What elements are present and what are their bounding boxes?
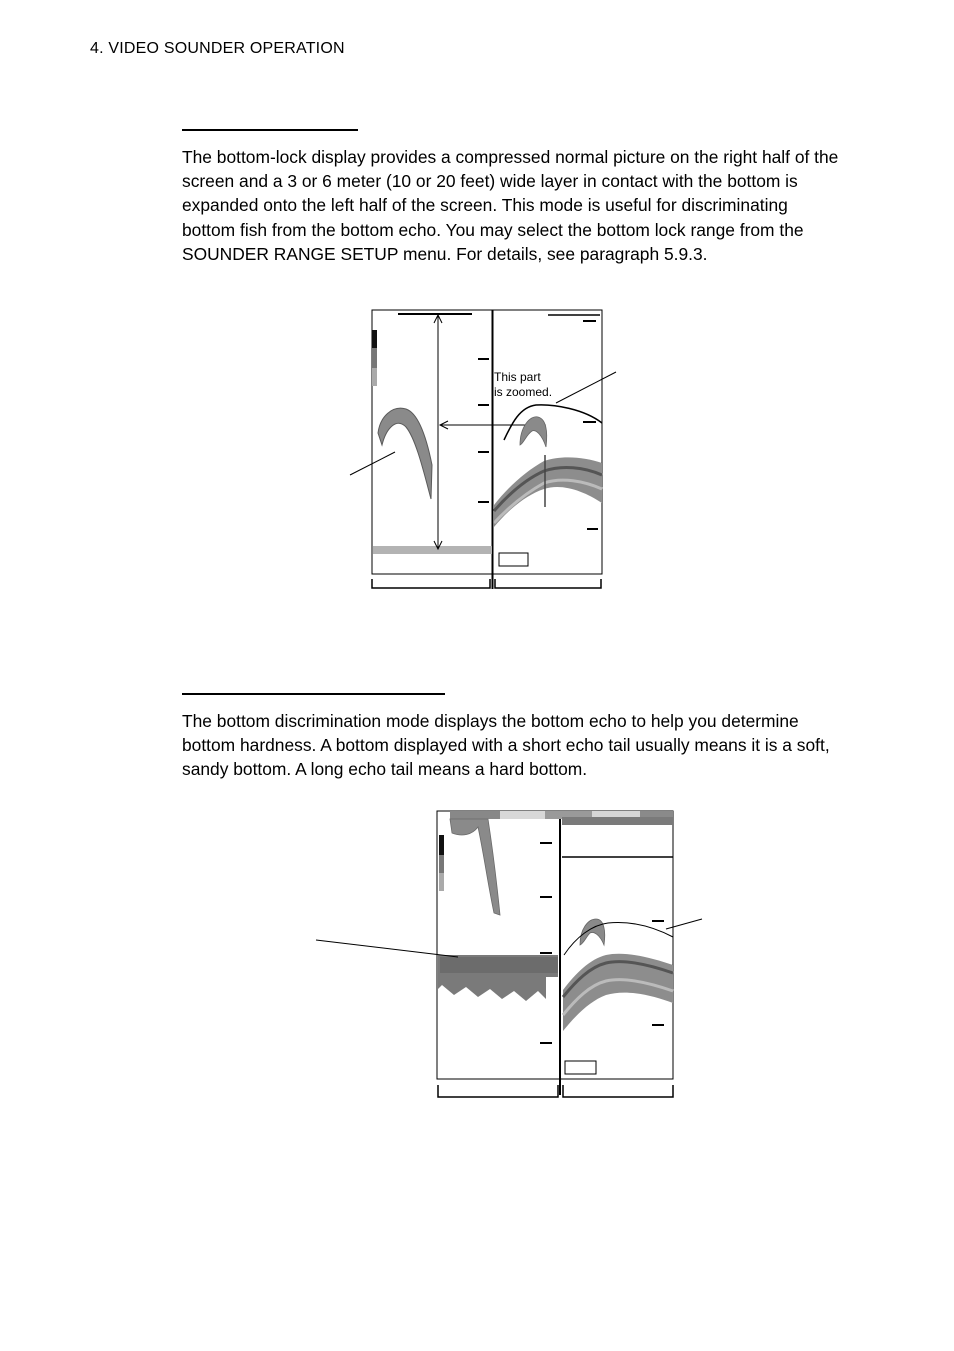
screen-frame [372,310,602,574]
zoom-note-line1: This part [494,370,541,384]
left-scale-ticks [478,359,489,549]
section1-paragraph: The bottom-lock display provides a compressed normal picture on the right half of the screen and a 3 or 6 meter (10 or 20 feet) wide layer in contact with the bottom is expanded onto the left half of the screen. This mode is useful for discriminating bottom fish from the bottom echo. You may select the bottom lock range from the SOUNDER RANGE SETUP menu. For details, see paragraph 5.9.3. [182,147,839,264]
bottom-brackets [438,1085,673,1097]
fish-echo-normal [520,417,547,447]
running-header: 4. VIDEO SOUNDER OPERATION [90,40,345,57]
left-scale-ticks [540,843,552,1043]
fish-echo [450,819,500,915]
bottom-echo-normal [563,954,673,1031]
expanded-layer-arrow [434,315,442,549]
color-bar [439,835,444,855]
section2-heading-rule [182,693,445,695]
zoom-note-line2: is zoomed. [494,385,553,399]
fish-echo-expanded [378,408,432,499]
bottom-echo-normal [494,457,602,527]
callout-line-right [666,919,702,929]
section1-heading-rule [182,129,358,131]
fish-echo-normal [580,919,605,945]
bottom-lock-figure [340,305,640,600]
section2-paragraph: The bottom discrimination mode displays the bottom echo to help you determine bottom hardness. A bottom displayed with a short echo tail usually means it is a soft, sandy bottom. A long echo tail means a hard bottom. [182,711,830,780]
bottom-band [373,546,492,554]
indicator-box [565,1061,596,1074]
bottom-brackets [372,579,601,588]
callout-line-right [556,372,616,403]
screen-frame [437,811,673,1079]
color-bar [372,330,377,348]
bottom-discrimination-figure [300,805,720,1105]
indicator-box [499,553,528,566]
